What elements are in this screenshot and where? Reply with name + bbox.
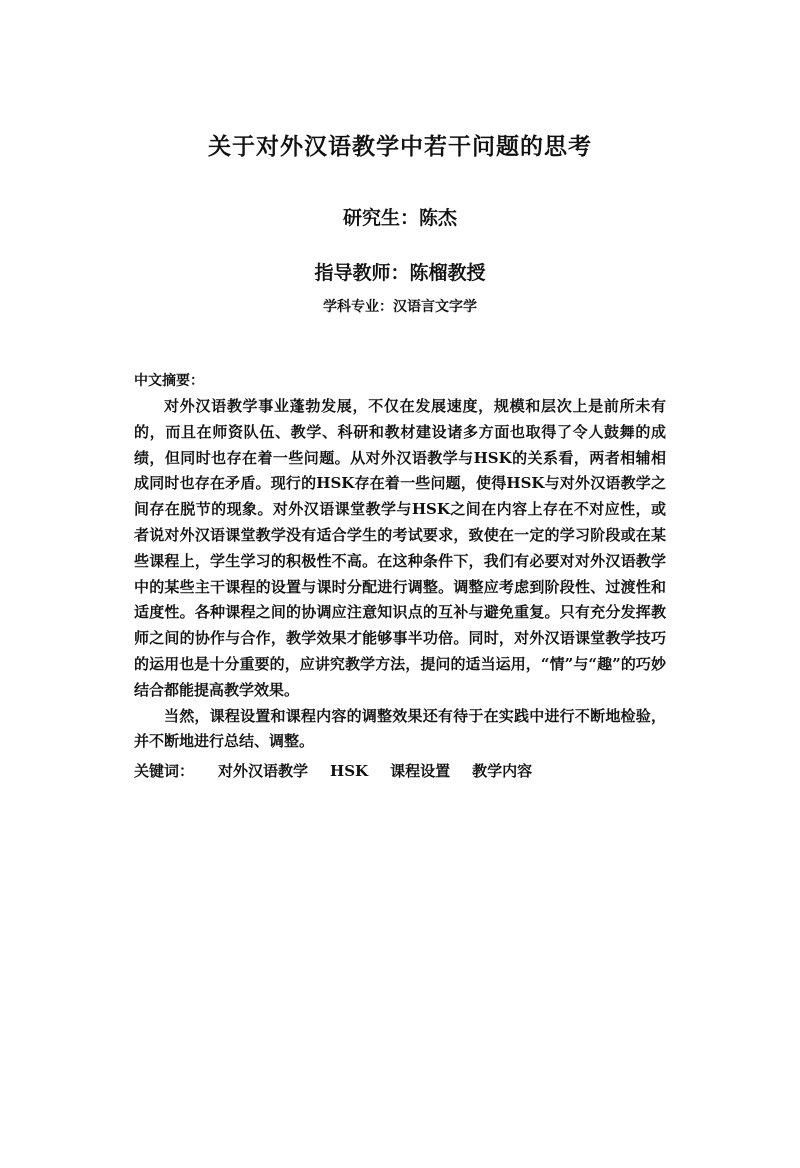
abstract-paragraph-2: 当然，课程设置和课程内容的调整效果还有待于在实践中进行不断地检验，并不断地进行总结、调整。 — [134, 706, 666, 751]
keyword-item: 教学内容 — [472, 762, 533, 781]
major-field: 学科专业：汉语言文字学 — [323, 299, 477, 315]
abstract-section — [134, 370, 666, 783]
keyword-item: 对外汉语教学 — [218, 762, 309, 781]
keyword-item: 课程设置 — [390, 762, 451, 781]
abstract-label: 中文摘要： — [134, 373, 204, 389]
thesis-title: 关于对外汉语教学中若干问题的思考 — [208, 133, 592, 160]
advisor-name: 指导教师：陈榴教授 — [314, 262, 486, 284]
abstract-paragraph-1: 对外汉语教学事业蓬勃发展，不仅在发展速度，规模和层次上是前所未有的，而且在师资队伍、教学、科研和教材建设诸多方面也取得了令人鼓舞的成绩，但同时也存在着一些问题。从对外汉语教学与HSK的关系看，两者相辅相成同时也存在矛盾。现行的HSK存在着一些问题，使得HSK与对外汉语教学之间存在脱节的现象。对外汉语课堂教学与HSK之间在内容上存在不对应性，或者说对外汉语课堂教学没有适合学生的考试要求，致使在一定的学习阶段或在某些课程上，学生学习的积极性不高。在这种条件下，我们有必要对对外汉语教学中的某些主干课程的设置与课时分配进行调整。调整应考虑到阶段性、过渡性和适度性。各种课程之间的协调应注意知识点的互补与避免重复。只有充分发挥教师之间的协作与合作，教学效果才能够事半功倍。同时，对外汉语课堂教学技巧的运用也是十分重要的，应讲究教学方法，提问的适当运用，“情”与“趣”的巧妙结合都能提高教学效果。 — [134, 397, 666, 699]
keywords-label: 关键词： — [134, 762, 195, 781]
student-name: 研究生：陈杰 — [342, 207, 457, 229]
keyword-item: HSK — [330, 762, 369, 781]
keywords-row — [134, 759, 666, 783]
keywords-list — [218, 759, 532, 783]
